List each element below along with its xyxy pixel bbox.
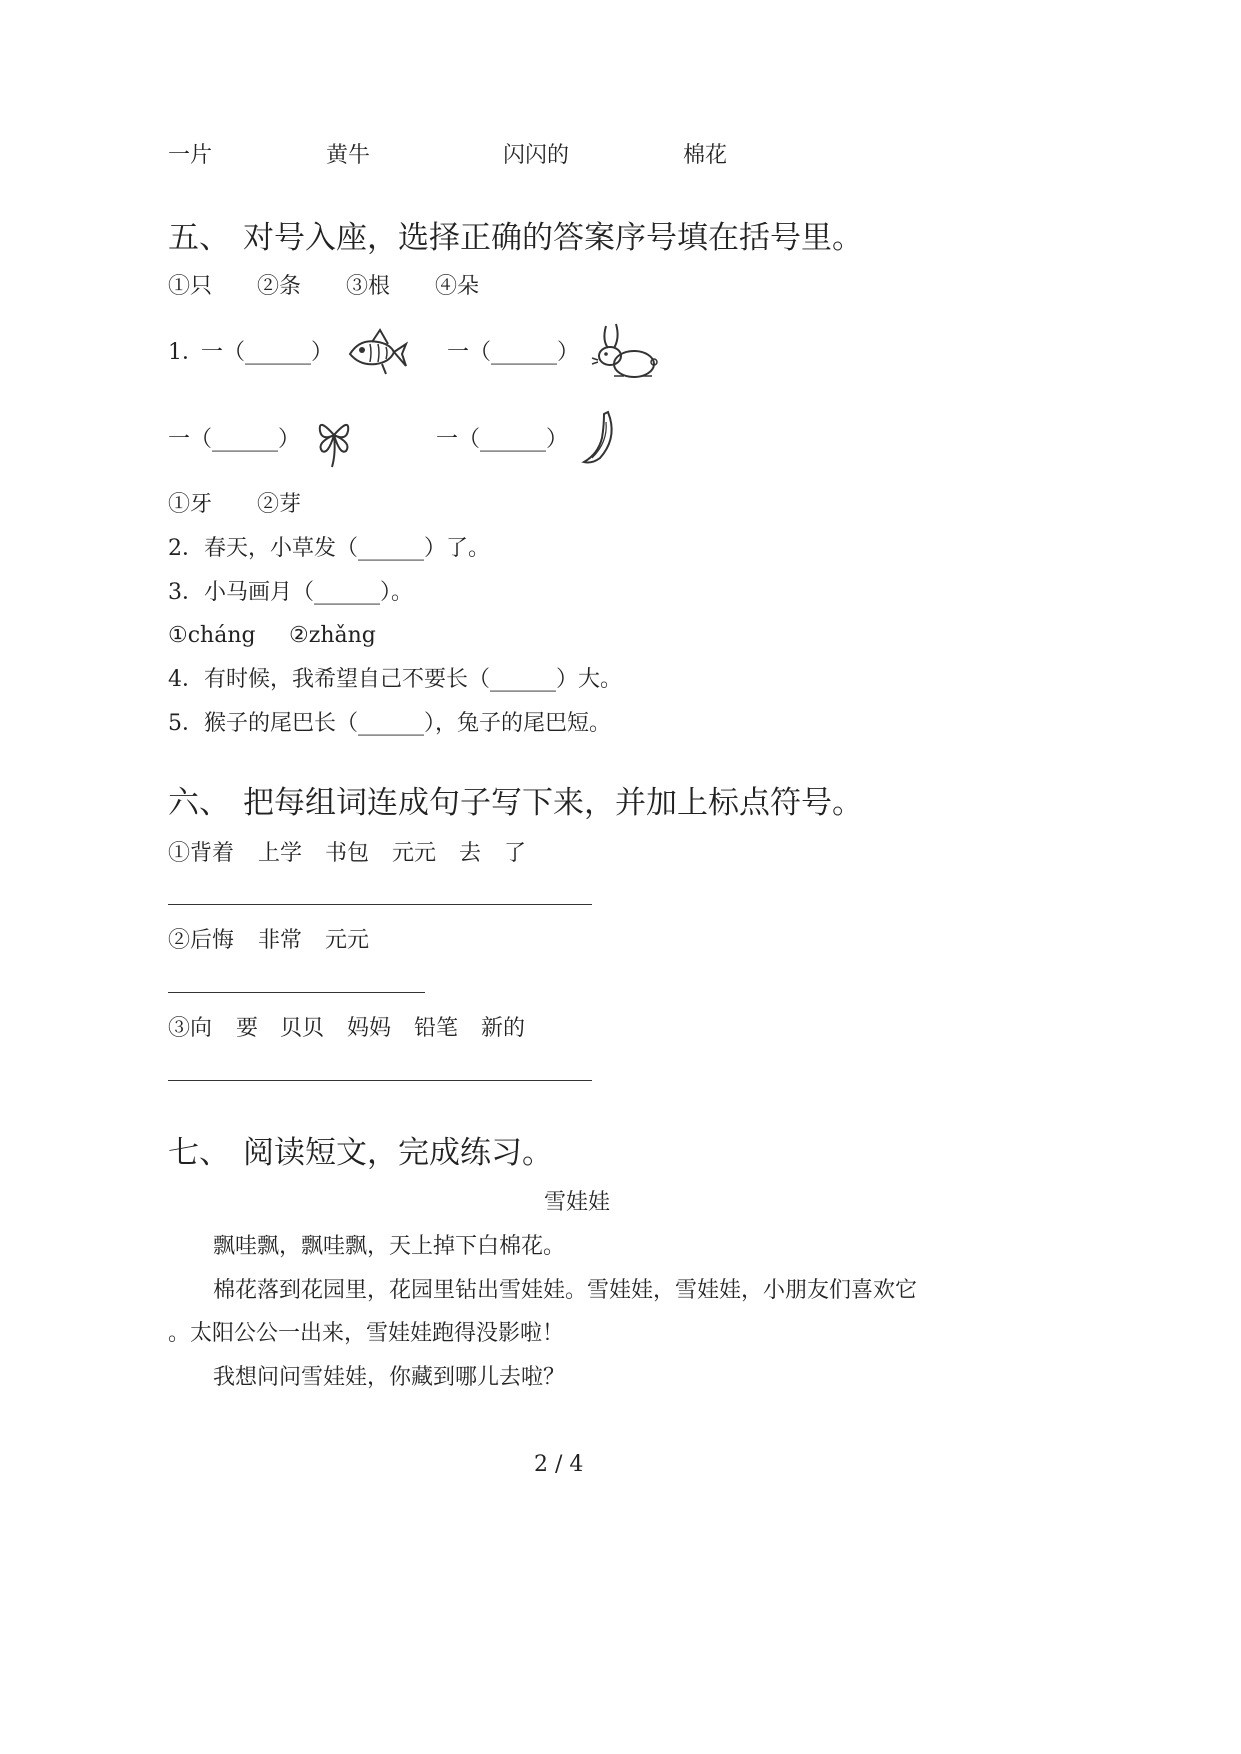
- answer-line-2[interactable]: [168, 992, 425, 993]
- question-2: 2．春天，小草发（______）了。: [168, 536, 490, 561]
- fish-icon: [344, 322, 408, 380]
- passage-paragraph: 我想问问雪娃娃，你藏到哪儿去啦？: [213, 1365, 566, 1390]
- group3-word: 要: [236, 1016, 259, 1041]
- group1-word: ①背着: [168, 841, 235, 866]
- q1-blank-rabbit: 一（______）: [447, 340, 580, 365]
- question-4: 4．有时候，我希望自己不要长（______）大。: [168, 667, 622, 692]
- group3-word: 贝贝: [280, 1016, 325, 1041]
- group3-word: 铅笔: [414, 1016, 459, 1041]
- answer-line-1[interactable]: [168, 904, 592, 905]
- word-huangniu: 黄牛: [326, 143, 371, 168]
- group1-word: 元元: [392, 841, 437, 866]
- word-yipian: 一片: [168, 143, 213, 168]
- group1-word: 上学: [258, 841, 303, 866]
- option-zhi: ①只: [168, 274, 213, 299]
- passage-paragraph-cont: 。太阳公公一出来，雪娃娃跑得没影啦！: [168, 1321, 565, 1346]
- passage-paragraph: 飘哇飘，飘哇飘，天上掉下白棉花。: [213, 1234, 566, 1259]
- option-ya-tooth: ①牙: [168, 492, 213, 517]
- page-number: 2 / 4: [534, 1452, 584, 1477]
- group2-word: ②后悔: [168, 928, 235, 953]
- q1-blank-banana: 一（______）: [436, 427, 569, 452]
- section5-number: 五、: [168, 220, 230, 256]
- group2-word: 非常: [258, 928, 303, 953]
- q1-blank-clover: 一（______）: [168, 427, 301, 452]
- section7-title: 阅读短文，完成练习。: [243, 1135, 553, 1171]
- option-tiao: ②条: [257, 274, 302, 299]
- banana-icon: [580, 410, 620, 466]
- group2-word: 元元: [325, 928, 370, 953]
- option-zhang: ②zhǎng: [289, 623, 376, 648]
- group3-word: 妈妈: [347, 1016, 392, 1041]
- question-3: 3．小马画月（______）。: [168, 580, 413, 605]
- q1-blank-fish: 一（______）: [201, 340, 334, 365]
- option-ya-sprout: ②芽: [257, 492, 302, 517]
- section5-title: 对号入座，选择正确的答案序号填在括号里。: [243, 220, 863, 256]
- rabbit-icon: [590, 322, 660, 382]
- group3-word: ③向: [168, 1016, 213, 1041]
- word-shanshande: 闪闪的: [503, 143, 570, 168]
- option-gen: ③根: [346, 274, 391, 299]
- answer-line-3[interactable]: [168, 1080, 592, 1081]
- word-mianhua: 棉花: [683, 143, 728, 168]
- group1-word: 书包: [325, 841, 370, 866]
- section7-number: 七、: [168, 1135, 230, 1171]
- question-5: 5．猴子的尾巴长（______），兔子的尾巴短。: [168, 711, 611, 736]
- option-duo: ④朵: [435, 274, 480, 299]
- q1-label: 1．: [168, 340, 204, 365]
- section6-number: 六、: [168, 785, 230, 821]
- group1-word: 了: [504, 841, 527, 866]
- section6-title: 把每组词连成句子写下来，并加上标点符号。: [243, 785, 863, 821]
- passage-paragraph: 棉花落到花园里，花园里钻出雪娃娃。雪娃娃，雪娃娃，小朋友们喜欢它: [213, 1278, 918, 1303]
- option-chang: ①cháng: [168, 623, 256, 648]
- group3-word: 新的: [481, 1016, 526, 1041]
- clover-icon: [312, 413, 356, 469]
- group1-word: 去: [459, 841, 482, 866]
- passage-title: 雪娃娃: [544, 1190, 611, 1215]
